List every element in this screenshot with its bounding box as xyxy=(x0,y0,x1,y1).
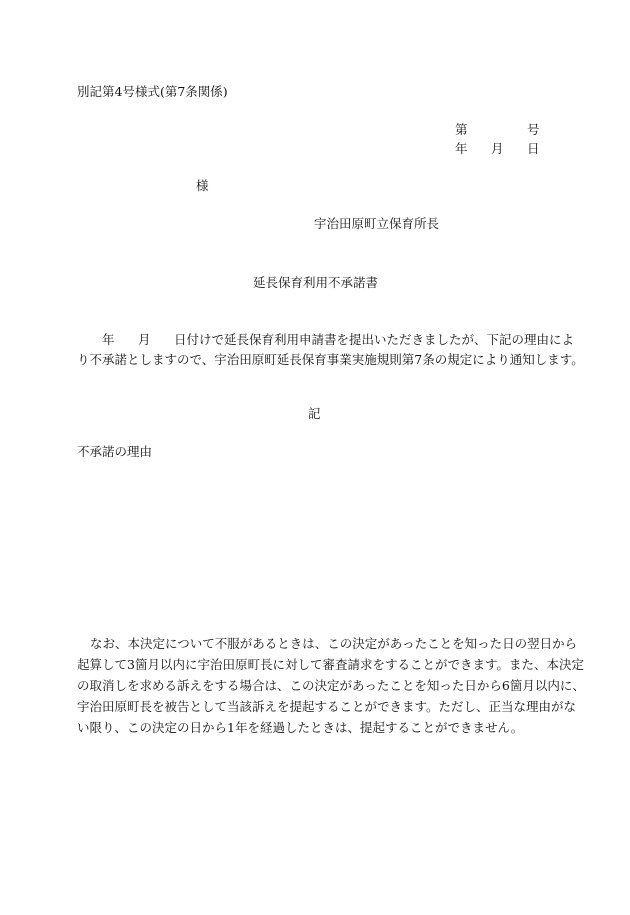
body-line-1 xyxy=(77,330,575,350)
notice-line-1 xyxy=(77,633,578,654)
body-year: 年 xyxy=(102,332,115,347)
ki-heading: 記 xyxy=(308,406,321,421)
body-line-2: り不承諾としますので、宇治田原町延長保育事業実施規則第7条の規定により通知します。 xyxy=(77,352,584,367)
number-prefix: 第 xyxy=(455,122,468,137)
addressee-honorific: 様 xyxy=(196,178,209,193)
number-suffix: 号 xyxy=(527,122,540,137)
body-month: 月 xyxy=(138,332,151,347)
appeal-notice xyxy=(77,633,585,738)
notice-line-1-text: なお、本決定について不服があるときは、この決定があったことを知った日の翌日から xyxy=(90,636,578,651)
body-paragraph xyxy=(77,330,584,370)
notice-line-2: 起算して3箇月以内に宇治田原町長に対して審査請求をすることができます。また、本決定 xyxy=(77,657,584,672)
sender-name: 宇治田原町立保育所長 xyxy=(314,216,440,231)
notice-line-3: の取消しを求める訴えをする場合は、この決定があったことを知った日から6箇月以内に、 xyxy=(77,678,585,693)
notice-line-4: 宇治田原町長を被告として当該訴えを提起することができます。ただし、正当な理由がな xyxy=(77,699,577,714)
document-title: 延長保育利用不承諾書 xyxy=(253,275,379,290)
date-month: 月 xyxy=(491,141,504,156)
issue-date xyxy=(455,143,540,156)
date-day: 日 xyxy=(527,141,540,156)
date-year: 年 xyxy=(455,141,468,156)
document-number xyxy=(455,124,540,137)
notice-line-5: い限り、この決定の日から1年を経過したときは、提起することができません。 xyxy=(77,720,524,735)
form-reference: 別記第4号様式(第7条関係) xyxy=(77,84,228,99)
reason-label: 不承諾の理由 xyxy=(77,444,153,459)
body-line-1-text: 日付けで延長保育利用申請書を提出いただきましたが、下記の理由によ xyxy=(174,332,575,347)
